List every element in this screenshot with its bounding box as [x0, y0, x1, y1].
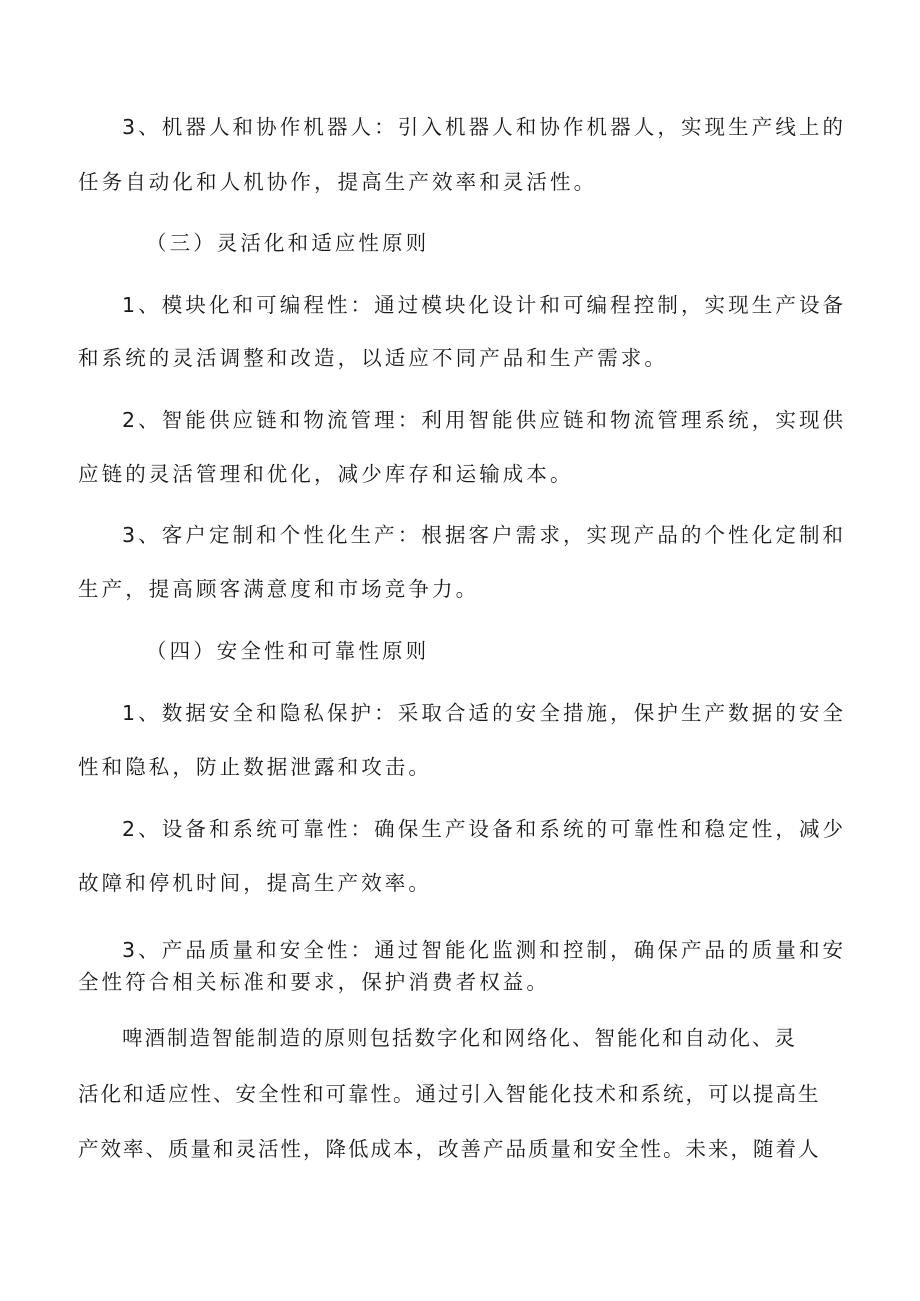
paragraph-line: 生产，提高顾客满意度和市场竞争力。 [78, 577, 480, 601]
paragraph-line: 2、智能供应链和物流管理：利用智能供应链和物流管理系统，实现供 [122, 408, 847, 432]
paragraph-line: 和系统的灵活调整和改造，以适应不同产品和生产需求。 [78, 346, 668, 370]
paragraph-line: 啤酒制造智能制造的原则包括数字化和网络化、智能化和自动化、灵 [122, 1026, 797, 1050]
paragraph-line: 应链的灵活管理和优化，减少库存和运输成本。 [78, 462, 574, 486]
paragraph-line: 任务自动化和人机协作，提高生产效率和灵活性。 [78, 170, 598, 194]
section-heading: （四）安全性和可靠性原则 [146, 639, 430, 663]
paragraph-line: 1、数据安全和隐私保护：采取合适的安全措施，保护生产数据的安全 [122, 701, 847, 725]
paragraph-line: 产效率、质量和灵活性，降低成本，改善产品质量和安全性。未来，随着人 [78, 1137, 821, 1161]
paragraph-line: 3、机器人和协作机器人：引入机器人和协作机器人，实现生产线上的 [122, 115, 847, 139]
paragraph-line: 全性符合相关标准和要求，保护消费者权益。 [78, 970, 550, 994]
paragraph-line: 故障和停机时间，提高生产效率。 [78, 871, 432, 895]
paragraph-line: 3、产品质量和安全性：通过智能化监测和控制，确保产品的质量和安 [122, 938, 847, 962]
section-heading: （三）灵活化和适应性原则 [146, 231, 430, 255]
paragraph-line: 1、模块化和可编程性：通过模块化设计和可编程控制，实现生产设备 [122, 293, 847, 317]
paragraph-line: 性和隐私，防止数据泄露和攻击。 [78, 755, 432, 779]
paragraph-line: 2、设备和系统可靠性：确保生产设备和系统的可靠性和稳定性，减少 [122, 817, 847, 841]
paragraph-line: 活化和适应性、安全性和可靠性。通过引入智能化技术和系统，可以提高生 [78, 1082, 821, 1106]
paragraph-line: 3、客户定制和个性化生产：根据客户需求，实现产品的个性化定制和 [122, 523, 847, 547]
